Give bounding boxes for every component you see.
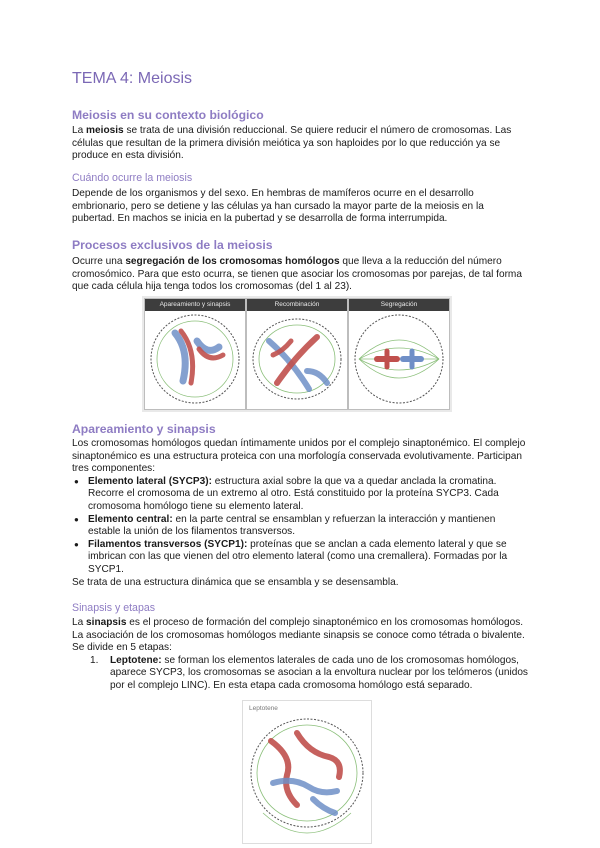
section-meiosis-contexto	[72, 108, 528, 163]
paragraph: La meiosis se trata de una división reduccional. Se quiere reducir el número de cromosomas. Las células que resultan de la primera división meiótica ya son haploides por lo que reducción ya se produce en esta división.	[72, 125, 512, 162]
paragraph: La sinapsis es el proceso de formación del complejo sinaptonémico en los cromosomas homólogos. La asociación de los cromosomas homólogos mediante sinapsis se conoce como tétrada o bivalente. Se divide en 5 etapas:	[72, 617, 525, 654]
list-item: ● Filamentos transversos (SYCP1): proteínas que se anclan a cada elemento lateral y que se imbrican con las que vienen del otro elemento lateral (como una cremallera). Formadas por la SYCP1.	[72, 539, 528, 577]
panel-title: Segregación	[349, 299, 449, 311]
figure-panel-segregacion	[348, 298, 450, 410]
paragraph: Los cromosomas homólogos quedan íntimamente unidos por el complejo sinaptonémico. El complejo sinaptonémico es una estructura proteica con una morfología conservada evolutivamente. Participan tres componentes:	[72, 438, 526, 475]
component-list	[72, 476, 528, 577]
paragraph: Depende de los organismos y del sexo. En hembras de mamíferos ocurre en el desarrollo embrionario, pero se detiene y las células ya han cursado la mayor parte de la meiosis en la pubertad. En machos se inicia en la pubertad y se desarrolla de forma interrumpida.	[72, 188, 484, 225]
section-heading: Procesos exclusivos de la meiosis	[72, 238, 273, 252]
subsection-heading: Sinapsis y etapas	[72, 602, 156, 614]
figure-label: Leptotene	[249, 705, 278, 712]
list-item: ● Elemento central: en la parte central se ensamblan y refuerzan la interacción y mantienen estable la unión de los filamentos transversos.	[72, 514, 528, 539]
section-heading: Apareamiento y sinapsis	[72, 422, 216, 436]
subsection-heading: Cuándo ocurre la meiosis	[72, 172, 193, 184]
panel-title: Recombinación	[247, 299, 347, 311]
figure-panel-recombinacion	[246, 298, 348, 410]
page-title: TEMA 4: Meiosis	[72, 70, 193, 87]
list-item: 1. Leptotene: se forman los elementos laterales de cada uno de los cromosomas homólogos, aparece SYCP3, los cromosomas se asocian a la envoltura nuclear por los telómeros (unidos por el complejo LINC). En esta etapa cada cromosoma homólogo está separado.	[90, 654, 528, 691]
figure-panel-apareamiento	[144, 298, 246, 410]
list-item: ● Elemento lateral (SYCP3): estructura axial sobre la que va a quedar anclada la cromatina. Recorre el cromosoma de un extremo al otro. Está constituido por la proteína SYCP3. Cada cromosoma homólogo tiene su elemento lateral.	[72, 476, 528, 514]
leptotene-figure	[242, 700, 372, 844]
paragraph: Se trata de una estructura dinámica que se ensambla y se desensambla.	[72, 576, 399, 588]
meiosis-figure	[142, 296, 452, 412]
cell-diagram-segregation	[349, 311, 449, 409]
panel-title: Apareamiento y sinapsis	[145, 299, 245, 311]
stage-list	[72, 655, 528, 693]
cell-diagram-recombination	[247, 311, 347, 409]
section-procesos-exclusivos	[72, 238, 528, 294]
section-heading: Meiosis en su contexto biológico	[72, 108, 264, 122]
paragraph: Ocurre una segregación de los cromosomas homólogos que lleva a la reducción del número cromosómico. Para que esto ocurra, se tienen que asociar los cromosomas por parejas, de tal forma que cada célula hija tenga todos los cromosomas (del 1 al 23).	[72, 256, 522, 293]
section-sinapsis-etapas	[72, 602, 528, 693]
section-cuando-ocurre	[72, 172, 528, 226]
cell-diagram-pairing	[145, 311, 245, 409]
section-apareamiento	[72, 422, 528, 589]
cell-diagram-leptotene	[243, 713, 371, 841]
